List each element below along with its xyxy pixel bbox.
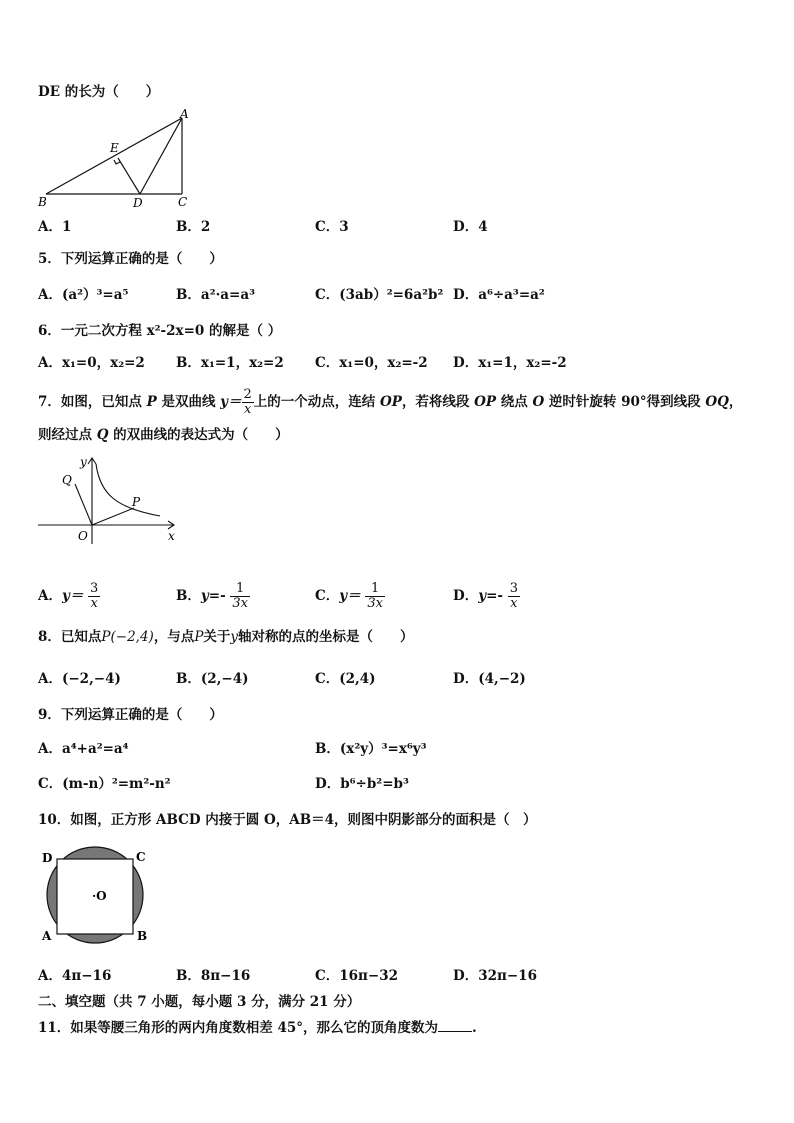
q10-stem: 10．如图，正方形 ABCD 内接于圆 O，AB＝4，则图中阴影部分的面积是（ ） xyxy=(38,812,537,828)
q5-stem: 5．下列运算正确的是（ ） xyxy=(38,251,223,267)
q5-option-c[interactable]: C．(3ab）²=6a²b² xyxy=(315,287,444,303)
q7-label-O: O xyxy=(78,529,88,543)
q9-option-b[interactable]: B．(x²y）³=x⁶y³ xyxy=(315,741,427,757)
q6-option-d[interactable]: D．x₁=1，x₂=-2 xyxy=(453,355,567,371)
q7-fraction: $\frac{2}{x}$ xyxy=(243,387,252,417)
q10-option-b[interactable]: B．8π−16 xyxy=(176,968,251,984)
q7-label-x: x xyxy=(168,529,175,543)
q7-hyperbola-figure xyxy=(36,452,186,548)
q7-stem-line2: 则经过点 Q 的双曲线的表达式为（ ） xyxy=(38,427,289,443)
q9-option-d[interactable]: D．b⁶÷b²=b³ xyxy=(315,776,409,792)
q4-label-D: D xyxy=(133,196,143,210)
q10-circle-square-figure xyxy=(36,846,156,946)
q7-option-d[interactable]: D．y=- $\frac{3}{x}$ xyxy=(453,581,518,611)
q8-option-a[interactable]: A．(−2,−4) xyxy=(38,671,121,687)
q4-triangle-figure xyxy=(36,108,196,210)
q6-option-b[interactable]: B．x₁=1，x₂=2 xyxy=(176,355,284,371)
q10-label-O: ·O xyxy=(92,889,107,903)
q9-stem: 9．下列运算正确的是（ ） xyxy=(38,707,223,723)
q7-label-y: y xyxy=(80,455,87,469)
q10-label-B: B xyxy=(137,929,148,943)
q10-label-C: C xyxy=(136,850,146,864)
q4-option-a[interactable]: A．1 xyxy=(38,219,72,235)
q6-option-c[interactable]: C．x₁=0，x₂=-2 xyxy=(315,355,428,371)
q4-option-d[interactable]: D．4 xyxy=(453,219,488,235)
q10-option-c[interactable]: C．16π−32 xyxy=(315,968,399,984)
q11-answer-blank[interactable] xyxy=(438,1019,472,1032)
q7-stem-line1: 7．如图，已知点 P 是双曲线 y＝ $\frac{2}{x}$ 上的一个动点，连结 OP，若将线段 OP 绕点 O 逆时针旋转 90°得到线段 OQ， xyxy=(38,387,743,417)
q10-option-a[interactable]: A．4π−16 xyxy=(38,968,112,984)
q4-option-b[interactable]: B．2 xyxy=(176,219,211,235)
q5-option-d[interactable]: D．a⁶÷a³=a² xyxy=(453,287,545,303)
q6-option-a[interactable]: A．x₁=0，x₂=2 xyxy=(38,355,145,371)
q5-option-a[interactable]: A．(a²）³=a⁵ xyxy=(38,287,129,303)
q10-label-A: A xyxy=(42,929,52,943)
q7-option-b[interactable]: B．y=- $\frac{1}{3x}$ xyxy=(176,581,248,611)
q10-label-D: D xyxy=(42,851,53,865)
q4-stem: DE 的长为（ ） xyxy=(38,84,160,100)
q7-label-P: P xyxy=(132,495,141,509)
q7-label-Q: Q xyxy=(62,473,72,487)
q8-option-d[interactable]: D．(4,−2) xyxy=(453,671,526,687)
q8-stem: 8．已知点P(−2,4)，与点P关于y轴对称的点的坐标是（ ） xyxy=(38,629,414,645)
q4-option-c[interactable]: C．3 xyxy=(315,219,349,235)
q8-option-c[interactable]: C．(2,4) xyxy=(315,671,376,687)
q5-option-b[interactable]: B．a²·a=a³ xyxy=(176,287,255,303)
q7-option-c[interactable]: C．y＝ $\frac{1}{3x}$ xyxy=(315,581,383,611)
q4-label-A: A xyxy=(180,108,189,121)
q7-option-a[interactable]: A．y＝ $\frac{3}{x}$ xyxy=(38,581,99,611)
q10-option-d[interactable]: D．32π−16 xyxy=(453,968,537,984)
q6-stem: 6．一元二次方程 x²-2x=0 的解是（ ） xyxy=(38,323,282,339)
section-heading-fill-in: 二、填空题（共 7 小题，每小题 3 分，满分 21 分） xyxy=(38,994,361,1010)
q11-stem: 11．如果等腰三角形的两内角度数相差 45°，那么它的顶角度数为 . xyxy=(38,1020,477,1036)
q8-option-b[interactable]: B．(2,−4) xyxy=(176,671,249,687)
q9-option-c[interactable]: C．(m-n）²=m²-n² xyxy=(38,776,171,792)
q4-label-C: C xyxy=(178,195,188,209)
q9-option-a[interactable]: A．a⁴+a²=a⁴ xyxy=(38,741,129,757)
q4-label-E: E xyxy=(110,141,119,155)
q4-label-B: B xyxy=(38,195,47,209)
